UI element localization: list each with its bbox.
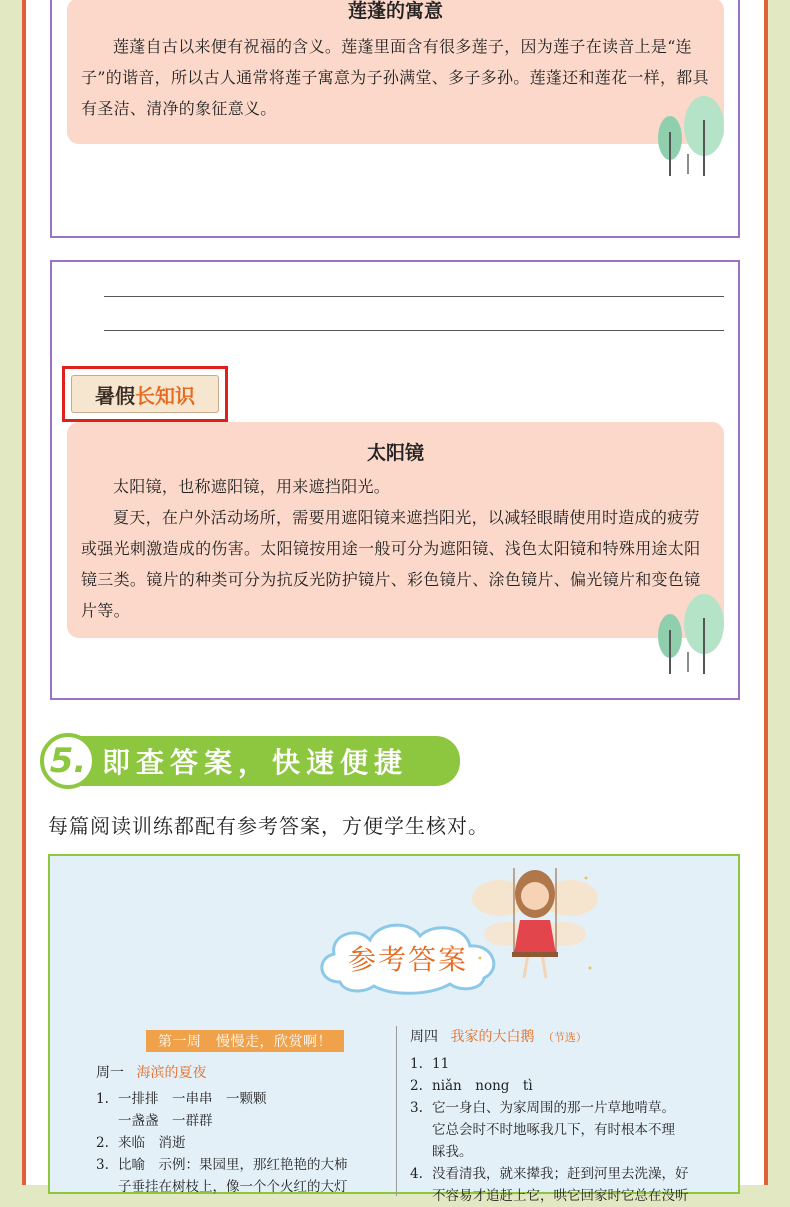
answers-left-column: [96, 1062, 366, 1198]
summer-knowledge-banner: [62, 366, 228, 422]
section-number: 5.: [40, 733, 96, 789]
writing-line: [104, 296, 724, 297]
panel-sunglasses: [50, 260, 740, 700]
banner-text-orange: 长知识: [135, 383, 195, 408]
answer-item: 3. 它一身白、为家周围的那一片草地啃草。: [410, 1100, 675, 1116]
answers-right-column: [410, 1026, 710, 1207]
day-heading: [410, 1026, 710, 1049]
knowledge-card: [67, 0, 724, 144]
article-title: 海滨的夏夜: [136, 1065, 207, 1081]
card-paragraph: 太阳镜，也称遮阳镜，用来遮挡阳光。: [113, 477, 391, 496]
card-title: 莲蓬的寓意: [347, 0, 443, 22]
trees-icon: [652, 94, 732, 180]
page: [22, 0, 768, 1204]
writing-line: [104, 330, 724, 331]
card-paragraph: 夏天，在户外活动场所，需要用遮阳镜来遮挡阳光，以减轻眼睛使用时造成的疲劳或强光刺激造成的伤害。太阳镜按用途一般可分为遮阳镜、浅色太阳镜和特殊用途太阳镜三类。镜片的种类可分为抗反光防护镜片、彩色镜片、涂色镜片、偏光镜片和变色镜片等。: [81, 508, 701, 620]
answer-item: 不容易才追赶上它，哄它回家时它总在没听: [432, 1188, 689, 1204]
answer-item: 它总会时不时地啄我几下，有时根本不理: [432, 1122, 675, 1138]
day-heading: [96, 1062, 366, 1084]
section-header: [46, 736, 460, 786]
knowledge-card: [67, 422, 724, 638]
section-title: 即查答案，快速便捷: [102, 746, 409, 779]
fairy-illustration: [470, 858, 600, 988]
week-tag: 第一周 慢慢走，欣赏啊！: [146, 1030, 344, 1052]
answer-item: 子垂挂在树枝上，像一个个火红的大灯: [118, 1179, 348, 1195]
article-title: 我家的大白鹅: [450, 1029, 535, 1045]
panel-lianpeng: [50, 0, 740, 238]
answer-item: 3. 比喻 示例：果园里，那红艳艳的大柿: [96, 1157, 348, 1173]
card-paragraph: 莲蓬自古以来便有祝福的含义。莲蓬里面含有很多莲子，因为莲子在读音上是“连子”的谐音，所以古人通常将莲子寓意为子孙满堂、多子多孙。莲蓬还和莲花一样，都具有圣洁、清净的象征意义。: [81, 37, 709, 118]
answer-item: 2. niǎn nong tì: [410, 1078, 533, 1094]
article-note: （节选）: [542, 1031, 587, 1044]
column-divider: [396, 1026, 397, 1196]
answer-page-preview: [48, 854, 740, 1204]
card-title: 太阳镜: [366, 442, 424, 464]
answer-item: 2. 来临 消逝: [96, 1135, 186, 1151]
banner-scroll: [71, 375, 219, 413]
day-label: 周一: [96, 1065, 124, 1081]
answer-item: 1. 一排排 一串串 一颗颗: [96, 1091, 267, 1107]
section-intro: 每篇阅读训练都配有参考答案，方便学生核对。: [48, 814, 489, 838]
answers-heading: 参考答案: [347, 943, 468, 976]
trees-icon: [652, 592, 732, 678]
answer-item: 一盏盏 一群群: [118, 1113, 213, 1129]
answer-item: 4. 没看清我，就来撵我；赶到河里去洗澡，好: [410, 1166, 689, 1182]
answer-item: 睬我。: [432, 1144, 473, 1160]
day-label: 周四: [410, 1029, 438, 1045]
banner-text-dark: 暑假: [95, 383, 135, 408]
answer-item: 1. 11: [410, 1056, 450, 1072]
